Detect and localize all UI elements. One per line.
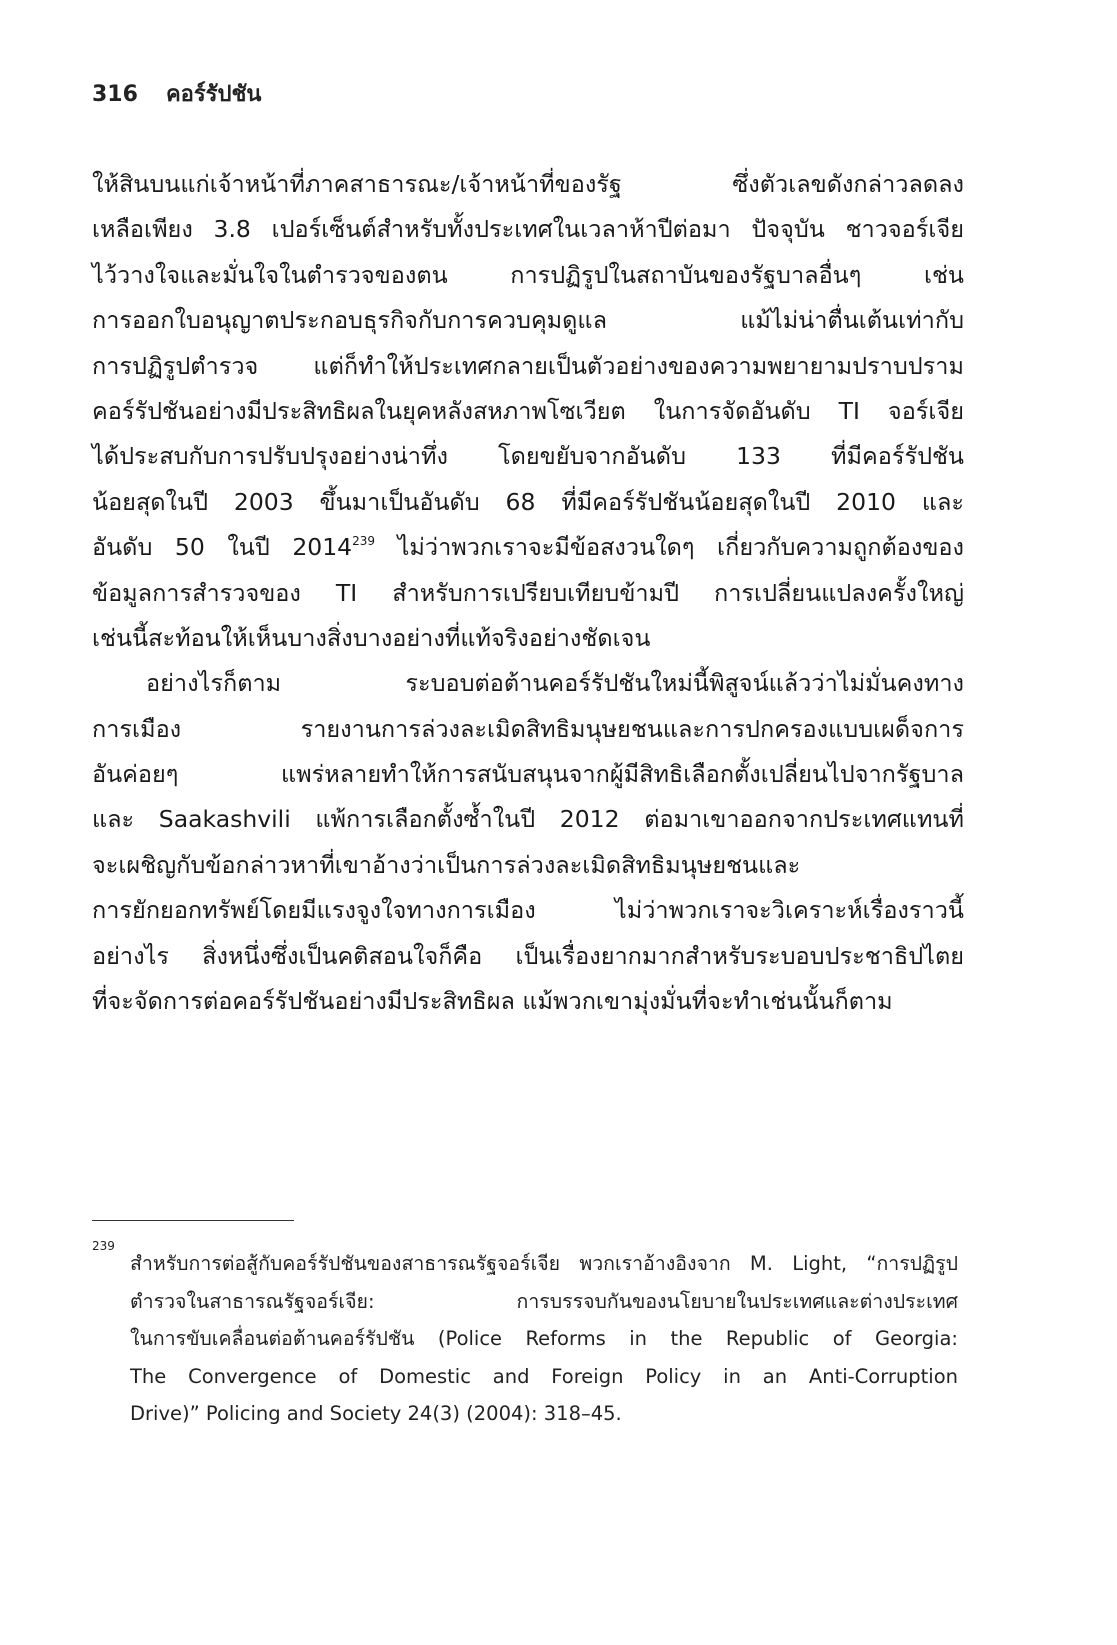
footnote-line: Drive)” Policing and Society 24(3) (2004): 318–45. <box>130 1402 622 1425</box>
page-number: 316 <box>92 82 138 107</box>
paragraph <box>92 661 964 1024</box>
text-line: ข้อมูลการสำรวจของ TI สำหรับการเปรียบเทียบข้ามปี การเปลี่ยนแปลงครั้งใหญ่ <box>92 578 964 607</box>
running-header <box>92 76 261 116</box>
text-line: น้อยสุดในปี 2003 ขึ้นมาเป็นอันดับ 68 ที่มีคอร์รัปชันน้อยสุดในปี 2010 และ <box>92 487 964 516</box>
footnotes <box>92 1239 958 1433</box>
footnote-line: ตำรวจในสาธารณรัฐจอร์เจีย: การบรรจบกันของนโยบายในประเทศและต่างประเทศ <box>130 1289 958 1313</box>
text-line: การออกใบอนุญาตประกอบธุรกิจกับการควบคุมดูแล แม้ไม่น่าตื่นเต้นเท่ากับ <box>92 306 964 335</box>
text-line: การยักยอกทรัพย์โดยมีแรงจูงใจทางการเมือง ไม่ว่าพวกเราจะวิเคราะห์เรื่องราวนี้ <box>92 896 964 925</box>
text-line: คอร์รัปชันอย่างมีประสิทธิผลในยุคหลังสหภาพโซเวียต ในการจัดอันดับ TI จอร์เจีย <box>92 396 964 425</box>
text-line: เหลือเพียง 3.8 เปอร์เซ็นต์สำหรับทั้งประเทศในเวลาห้าปีต่อมา ปัจจุบัน ชาวจอร์เจีย <box>92 215 964 244</box>
text-line: อย่างไรก็ตาม ระบอบต่อต้านคอร์รัปชันใหม่นี้พิสูจน์แล้วว่าไม่มั่นคงทาง <box>146 669 964 698</box>
text-line: ได้ประสบกับการปรับปรุงอย่างน่าทึ่ง โดยขยับจากอันดับ 133 ที่มีคอร์รัปชัน <box>92 442 964 471</box>
text-line: และ Saakashvili แพ้การเลือกตั้งซ้ำในปี 2012 ต่อมาเขาออกจากประเทศแทนที่ <box>92 805 964 834</box>
footnote <box>92 1239 958 1433</box>
text-line: การเมือง รายงานการล่วงละเมิดสิทธิมนุษยชนและการปกครองแบบเผด็จการ <box>92 714 964 743</box>
text-line: อันค่อยๆ แพร่หลายทำให้การสนับสนุนจากผู้มีสิทธิเลือกตั้งเปลี่ยนไปจากรัฐบาล <box>92 760 964 789</box>
text-line: อย่างไร สิ่งหนึ่งซึ่งเป็นคติสอนใจก็คือ เป็นเรื่องยากมากสำหรับระบอบประชาธิปไตย <box>92 941 964 970</box>
footnote-reference[interactable]: 239 <box>352 534 376 549</box>
text-line-with-note <box>92 525 964 570</box>
footnote-line: สำหรับการต่อสู้กับคอร์รัปชันของสาธารณรัฐจอร์เจีย พวกเราอ้างอิงจาก M. Light, “การปฏิรูป <box>130 1252 958 1275</box>
footnote-line: ในการขับเคลื่อนต่อต้านคอร์รัปชัน (Police Reforms in the Republic of Georgia: <box>130 1327 958 1350</box>
text-segment: ไม่ว่าพวกเราจะมีข้อสงวนใดๆ เกี่ยวกับความถูกต้องของ <box>375 533 964 562</box>
footnote-separator <box>92 1220 294 1221</box>
body-text <box>92 162 964 1024</box>
running-title: คอร์รัปชัน <box>165 82 262 107</box>
paragraph <box>92 162 964 661</box>
text-segment: อันดับ 50 ในปี 2014 <box>92 533 353 562</box>
text-line: ไว้วางใจและมั่นใจในตำรวจของตน การปฏิรูปในสถาบันของรัฐบาลอื่นๆ เช่น <box>92 260 964 289</box>
text-line: ให้สินบนแก่เจ้าหน้าที่ภาคสาธารณะ/เจ้าหน้าที่ของรัฐ ซึ่งตัวเลขดังกล่าวลดลง <box>92 170 964 198</box>
text-line: ที่จะจัดการต่อคอร์รัปชันอย่างมีประสิทธิผล แม้พวกเขามุ่งมั่นที่จะทำเช่นนั้นก็ตาม <box>92 987 893 1016</box>
text-line: การปฏิรูปตำรวจ แต่ก็ทำให้ประเทศกลายเป็นตัวอย่างของความพยายามปราบปราม <box>92 351 964 380</box>
footnote-number: 239 <box>92 1239 115 1253</box>
text-line: เช่นนี้สะท้อนให้เห็นบางสิ่งบางอย่างที่แท้จริงอย่างชัดเจน <box>92 623 651 652</box>
footnote-line: The Convergence of Domestic and Foreign Policy in an Anti-Corruption <box>130 1364 958 1388</box>
text-line: จะเผชิญกับข้อกล่าวหาที่เขาอ้างว่าเป็นการล่วงละเมิดสิทธิมนุษยชนและ <box>92 850 801 879</box>
